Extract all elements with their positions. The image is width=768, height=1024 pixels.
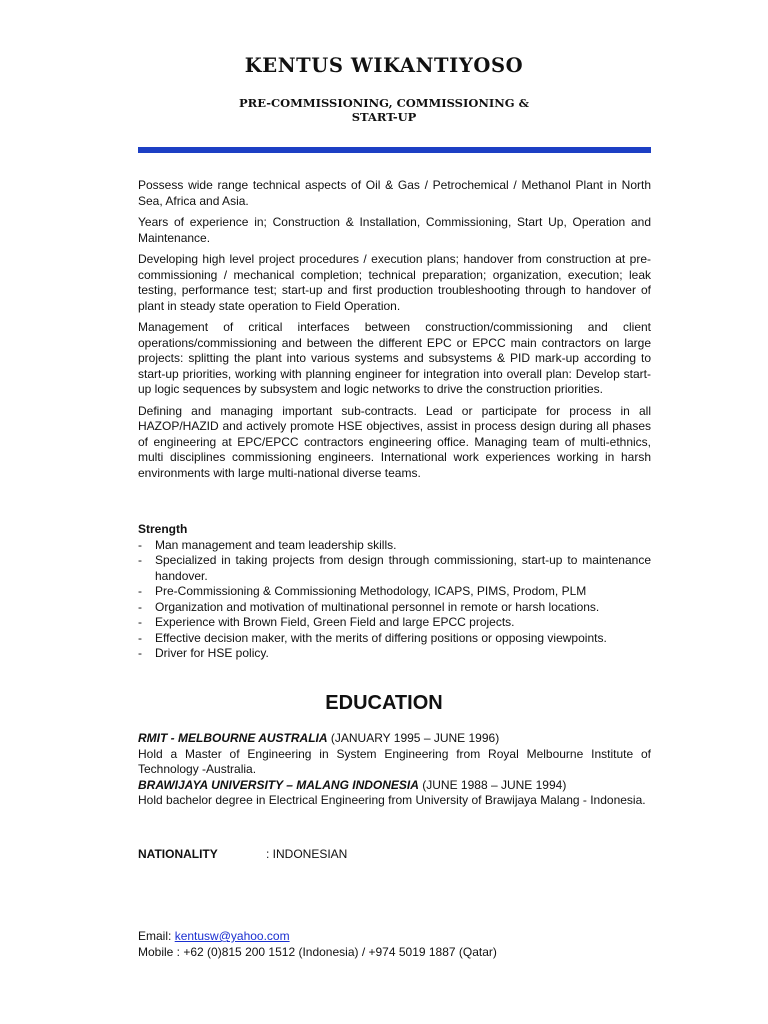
education-entry: [138, 731, 651, 778]
email-line: [138, 929, 651, 945]
institution-name: RMIT - MELBOURNE AUSTRALIA: [138, 731, 328, 745]
job-title-line-2: START-UP: [351, 110, 417, 124]
contact-section: [138, 929, 651, 960]
strength-item-text: Pre-Commissioning & Commissioning Methodology, ICAPS, PIMS, Prodom, PLM: [155, 584, 587, 598]
strength-item: [138, 553, 651, 584]
summary-paragraph: Possess wide range technical aspects of Oil & Gas / Petrochemical / Methanol Plant in North Sea, Africa and Asia.: [138, 178, 651, 208]
strength-item: [138, 600, 651, 616]
bullet-dash: -: [138, 584, 142, 598]
bullet-dash: -: [138, 646, 142, 660]
bullet-dash: -: [138, 599, 142, 614]
summary-paragraph: Developing high level project procedures / execution plans; handover from construction at pre-commissioning / mechanical completion; technical preparation; organization, execution; leak testing, performance test; start-up and first production troubleshooting through to handover of plant in steady state operation to Field Operation.: [138, 252, 651, 313]
strength-item: [138, 646, 651, 662]
strength-list: [138, 538, 651, 662]
email-link[interactable]: kentusw@yahoo.com: [174, 929, 290, 943]
institution-name: BRAWIJAYA UNIVERSITY – MALANG INDONESIA: [138, 777, 419, 792]
education-description: Hold a Master of Engineering in System Engineering from Royal Melbourne Institute of Technology -Australia.: [138, 746, 651, 776]
bullet-dash: -: [138, 553, 142, 567]
mobile-line: Mobile : +62 (0)815 200 1512 (Indonesia) / +974 5019 1887 (Qatar): [138, 944, 497, 959]
strength-item: [138, 631, 651, 647]
summary-paragraph: Defining and managing important sub-contracts. Lead or participate for process in all HAZOP/HAZID and actively promote HSE objectives, assist in process design during all phases of engineering at EPC/EPCC contractors engineering office. Managing team of multi-ethnics, multi disciplines commissioning engineers. International work experiences working in harsh environments with large multi-national diverse teams.: [138, 403, 651, 480]
education-description: Hold bachelor degree in Electrical Engineering from University of Brawijaya Malang - Indonesia.: [138, 793, 646, 807]
job-title-line-1: PRE-COMMISSIONING, COMMISSIONING &: [239, 96, 529, 110]
job-title: [0, 96, 768, 124]
education-period: (JUNE 1988 – JUNE 1994): [418, 777, 567, 792]
bullet-dash: -: [138, 615, 142, 629]
education-period: (JANUARY 1995 – JUNE 1996): [327, 731, 500, 745]
strength-item: [138, 615, 651, 631]
strength-item-text: Effective decision maker, with the merits of differing positions or opposing viewpoints.: [155, 630, 607, 645]
strength-heading: Strength: [138, 522, 188, 536]
summary-paragraph: Years of experience in; Construction & Installation, Commissioning, Start Up, Operation and Maintenance.: [138, 215, 651, 245]
candidate-name: KENTUS WIKANTIYOSO: [244, 54, 524, 77]
strength-item-text: Experience with Brown Field, Green Field and large EPCC projects.: [155, 615, 515, 629]
education-entry: [138, 778, 651, 809]
summary-paragraph: Management of critical interfaces between construction/commissioning and client operations/commissioning and between the different EPC or EPCC main contractors on large projects: splitting the plant into various systems and subsystems & PID mark-up according to start-up priorities, working with planning engineer for integration into overall plan: Develop start-up logic sequences by subsystem and logic networks to drive the construction priorities.: [138, 320, 651, 396]
strength-item-text: Specialized in taking projects from design through commissioning, start-up to maintenance handover.: [155, 553, 651, 583]
strength-item: [138, 538, 651, 554]
nationality-label: NATIONALITY: [138, 847, 218, 861]
education-entry-header: [138, 731, 651, 747]
strength-item: [138, 584, 651, 600]
nationality-row: [138, 847, 651, 863]
strength-item-text: Driver for HSE policy.: [155, 646, 269, 660]
strength-item-text: Man management and team leadership skills.: [155, 537, 397, 552]
education-heading: EDUCATION: [325, 692, 443, 714]
strength-item-text: Organization and motivation of multinational personnel in remote or harsh locations.: [155, 599, 600, 614]
professional-summary: [138, 178, 651, 487]
education-entry-header: [138, 778, 651, 794]
header-divider: [138, 147, 651, 153]
education-section: [138, 731, 651, 809]
bullet-dash: -: [138, 630, 142, 645]
strength-section: [138, 522, 651, 662]
nationality-value: : INDONESIAN: [266, 847, 348, 861]
bullet-dash: -: [138, 537, 142, 552]
email-label: Email:: [138, 929, 175, 943]
